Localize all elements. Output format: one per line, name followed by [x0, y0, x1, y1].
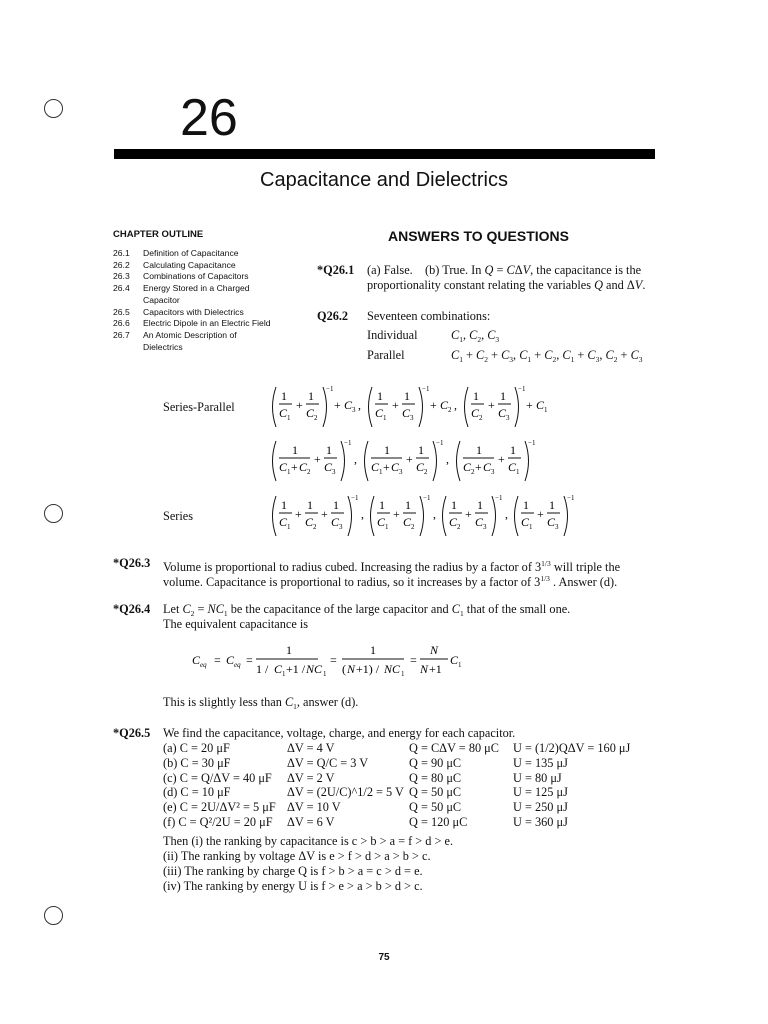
- q1-line2: proportionality constant relating the variables Q and ΔV.: [367, 278, 646, 292]
- svg-text:NC: NC: [384, 662, 401, 676]
- svg-text:1: 1: [384, 443, 390, 457]
- svg-text:,: ,: [454, 398, 457, 412]
- svg-text:+: +: [430, 398, 437, 412]
- svg-text:N: N: [430, 643, 439, 657]
- outline-item: 26.1 Definition of Capacitance: [113, 248, 239, 258]
- svg-text:1: 1: [286, 643, 292, 657]
- svg-text:C: C: [306, 406, 315, 420]
- svg-text:N: N: [347, 662, 356, 676]
- svg-text:eq: eq: [200, 661, 207, 669]
- svg-text:+: +: [295, 507, 302, 521]
- svg-text:C: C: [331, 515, 340, 529]
- svg-text:−1: −1: [436, 439, 444, 447]
- svg-text:1: 1: [549, 498, 555, 512]
- table-row: (d) C = 10 μF ΔV = (2U/C)^1/2 = 5 V Q = 50 μC U = 125 μJ: [163, 785, 568, 800]
- svg-text:2: 2: [313, 523, 317, 531]
- svg-text:,: ,: [505, 507, 508, 521]
- svg-text:=: =: [330, 653, 337, 667]
- svg-text:+: +: [465, 507, 472, 521]
- svg-text:+: +: [475, 460, 482, 474]
- svg-text:2: 2: [411, 523, 415, 531]
- svg-text:1: 1: [523, 498, 529, 512]
- svg-text:+: +: [393, 507, 400, 521]
- outline-item: 26.3 Combinations of Capacitors: [113, 271, 249, 282]
- svg-text:−1: −1: [518, 385, 526, 393]
- q5-table: [163, 741, 630, 830]
- svg-text:−1: −1: [528, 439, 536, 447]
- q3-label: *Q26.3: [113, 556, 151, 570]
- q2-individual-list: $C_1$, $C_2$, $C_3$: [451, 328, 500, 344]
- table-row: (e) C = 2U/ΔV² = 5 μF ΔV = 10 V Q = 50 μC U = 250 μJ: [163, 800, 568, 815]
- svg-text:3: 3: [506, 414, 510, 422]
- q5-label: *Q26.5: [113, 726, 151, 740]
- q3-line1: Volume is proportional to radius cubed. Increasing the radius by a factor of $3^{1/3}$ will triple the: [163, 559, 621, 574]
- q2-parallel-label: Parallel: [367, 348, 405, 362]
- svg-text:C: C: [279, 460, 288, 474]
- svg-text:C: C: [471, 406, 480, 420]
- q5-rank-voltage: (ii) The ranking by voltage ΔV is e > f > d > a > b > c.: [163, 849, 431, 863]
- svg-text:,: ,: [433, 507, 436, 521]
- q5-rank-capacitance: Then (i) the ranking by capacitance is c > b > a = f > d > e.: [163, 834, 454, 848]
- answers-heading: ANSWERS TO QUESTIONS: [388, 228, 569, 244]
- q4-line3: This is slightly less than $C_1$, answer (d).: [163, 695, 359, 711]
- svg-text:3: 3: [410, 414, 414, 422]
- binder-hole-top: [44, 99, 63, 118]
- svg-text:C: C: [324, 460, 333, 474]
- svg-text:+: +: [296, 398, 303, 412]
- svg-text:1: 1: [385, 523, 389, 531]
- svg-text:C: C: [403, 515, 412, 529]
- svg-text:,: ,: [446, 452, 449, 466]
- svg-text:1: 1: [379, 468, 383, 476]
- svg-text:−1: −1: [567, 494, 575, 502]
- svg-text:3: 3: [339, 523, 343, 531]
- svg-text:+: +: [498, 452, 505, 466]
- svg-text:C: C: [377, 515, 386, 529]
- svg-text:1: 1: [377, 389, 383, 403]
- svg-text:C: C: [483, 460, 492, 474]
- svg-text:1: 1: [287, 414, 291, 422]
- svg-text:=: =: [410, 653, 417, 667]
- svg-text:1: 1: [477, 498, 483, 512]
- svg-text:1: 1: [323, 670, 327, 678]
- svg-text:2: 2: [448, 406, 452, 414]
- svg-text:,: ,: [358, 398, 361, 412]
- svg-text:=: =: [214, 653, 221, 667]
- svg-text:C: C: [279, 515, 288, 529]
- q1-label: *Q26.1: [317, 263, 355, 277]
- svg-text:C: C: [508, 460, 517, 474]
- svg-text:3: 3: [399, 468, 403, 476]
- svg-text:1: 1: [287, 468, 291, 476]
- svg-text:C: C: [299, 460, 308, 474]
- svg-text:1 /: 1 /: [256, 662, 269, 676]
- svg-text:1: 1: [282, 670, 286, 678]
- svg-text:+: +: [537, 507, 544, 521]
- svg-text:2: 2: [479, 414, 483, 422]
- svg-text:1: 1: [379, 498, 385, 512]
- svg-text:1: 1: [307, 498, 313, 512]
- svg-text:3: 3: [491, 468, 495, 476]
- svg-text:C: C: [344, 398, 353, 412]
- chapter-number: 26: [180, 89, 238, 147]
- svg-text:C: C: [450, 653, 459, 667]
- page-number: 75: [378, 952, 390, 963]
- svg-text:3: 3: [332, 468, 336, 476]
- svg-text:1: 1: [476, 443, 482, 457]
- svg-text:,: ,: [361, 507, 364, 521]
- table-row: (b) C = 30 μF ΔV = Q/C = 3 V Q = 90 μC U = 135 μJ: [163, 755, 568, 770]
- svg-text:+: +: [383, 460, 390, 474]
- q1-line1: (a) False. (b) True. In Q = CΔV, the capacitance is the: [367, 263, 642, 277]
- q2-intro: Seventeen combinations:: [367, 309, 491, 323]
- series-parallel-formula-row2: [268, 437, 568, 490]
- svg-text:1: 1: [281, 498, 287, 512]
- svg-text:1: 1: [500, 389, 506, 403]
- svg-text:−1: −1: [495, 494, 503, 502]
- q2-series-label: Series: [163, 509, 194, 523]
- svg-text:2: 2: [314, 414, 318, 422]
- svg-text:3: 3: [483, 523, 487, 531]
- table-row: (a) C = 20 μF ΔV = 4 V Q = CΔV = 80 μC U = (1/2)QΔV = 160 μJ: [163, 741, 631, 755]
- svg-text:C: C: [391, 460, 400, 474]
- svg-text:N: N: [420, 662, 429, 676]
- svg-text:−1: −1: [423, 494, 431, 502]
- svg-text:+1: +1: [429, 662, 442, 676]
- svg-text:C: C: [475, 515, 484, 529]
- svg-text:−1: −1: [422, 385, 430, 393]
- svg-text:1: 1: [451, 498, 457, 512]
- q5-intro: We find the capacitance, voltage, charge, and energy for each capacitor.: [163, 726, 516, 740]
- svg-text:1: 1: [308, 389, 314, 403]
- svg-text:1: 1: [458, 661, 462, 669]
- svg-text:1: 1: [292, 443, 298, 457]
- svg-text:C: C: [521, 515, 530, 529]
- svg-text:C: C: [449, 515, 458, 529]
- svg-text:+: +: [291, 460, 298, 474]
- svg-text:C: C: [547, 515, 556, 529]
- series-parallel-formula-row1: [268, 383, 568, 436]
- svg-text:C: C: [226, 653, 235, 667]
- binder-hole-bottom: [44, 906, 63, 925]
- svg-text:(: (: [342, 662, 346, 676]
- svg-text:1: 1: [510, 443, 516, 457]
- svg-text:2: 2: [457, 523, 461, 531]
- svg-text:+: +: [334, 398, 341, 412]
- svg-text:+: +: [314, 452, 321, 466]
- outline-item: 26.7 An Atomic Description of Dielectrics: [113, 329, 237, 352]
- svg-text:+1 /: +1 /: [286, 662, 306, 676]
- svg-text:2: 2: [471, 468, 475, 476]
- outline-item: 26.2 Calculating Capacitance: [113, 259, 236, 270]
- svg-text:3: 3: [555, 523, 559, 531]
- svg-text:,: ,: [354, 452, 357, 466]
- svg-text:1: 1: [404, 389, 410, 403]
- svg-text:C: C: [279, 406, 288, 420]
- svg-text:C: C: [375, 406, 384, 420]
- svg-text:C: C: [274, 662, 283, 676]
- svg-text:C: C: [192, 653, 201, 667]
- outline-heading: CHAPTER OUTLINE: [113, 229, 204, 240]
- q2-series-parallel-label: Series-Parallel: [163, 400, 235, 414]
- svg-text:C: C: [536, 398, 545, 412]
- svg-text:+1) /: +1) /: [356, 662, 380, 676]
- q4-label: *Q26.4: [113, 602, 151, 616]
- svg-text:−1: −1: [351, 494, 359, 502]
- svg-text:2: 2: [307, 468, 311, 476]
- svg-text:C: C: [440, 398, 449, 412]
- svg-text:3: 3: [352, 406, 356, 414]
- svg-text:eq: eq: [234, 661, 241, 669]
- chapter-rule: [114, 149, 655, 159]
- svg-text:1: 1: [383, 414, 387, 422]
- svg-text:C: C: [371, 460, 380, 474]
- svg-text:1: 1: [401, 670, 405, 678]
- svg-text:1: 1: [516, 468, 520, 476]
- svg-text:−1: −1: [344, 439, 352, 447]
- svg-text:C: C: [305, 515, 314, 529]
- svg-text:1: 1: [326, 443, 332, 457]
- svg-text:1: 1: [287, 523, 291, 531]
- binder-hole-middle: [44, 504, 63, 523]
- outline-item: 26.5 Capacitors with Dielectrics: [113, 306, 244, 317]
- q2-parallel-list: $C_1 + C_2 + C_3$, $C_1 + C_2$, $C_1 + C_3$, $C_2 + C_3$: [451, 348, 643, 364]
- svg-text:1: 1: [405, 498, 411, 512]
- svg-text:=: =: [246, 653, 253, 667]
- q2-individual-label: Individual: [367, 328, 418, 342]
- outline-item: 26.6 Electric Dipole in an Electric Field: [113, 318, 271, 329]
- svg-text:1: 1: [370, 643, 376, 657]
- outline-item: 26.4 Energy Stored in a Charged Capacitor: [113, 283, 250, 305]
- chapter-title: Capacitance and Dielectrics: [260, 169, 508, 191]
- svg-text:NC: NC: [306, 662, 323, 676]
- svg-text:+: +: [488, 398, 495, 412]
- svg-text:−1: −1: [326, 385, 334, 393]
- svg-text:1: 1: [473, 389, 479, 403]
- q4-equivalent-capacitance-equation: [190, 640, 480, 687]
- svg-text:1: 1: [333, 498, 339, 512]
- q2-label: Q26.2: [317, 309, 349, 323]
- svg-text:+: +: [321, 507, 328, 521]
- table-row: (c) C = Q/ΔV = 40 μF ΔV = 2 V Q = 80 μC U = 80 μJ: [163, 770, 562, 785]
- svg-text:1: 1: [418, 443, 424, 457]
- q4-line2: The equivalent capacitance is: [163, 617, 309, 631]
- svg-text:C: C: [402, 406, 411, 420]
- q5-rank-charge: (iii) The ranking by charge Q is f > b > a = c > d = e.: [163, 864, 423, 878]
- q5-rank-energy: (iv) The ranking by energy U is f > e > a > b > d > c.: [163, 879, 423, 893]
- svg-text:+: +: [392, 398, 399, 412]
- table-row: (f) C = Q²/2U = 20 μF ΔV = 6 V Q = 120 μC U = 360 μJ: [163, 814, 568, 829]
- svg-text:+: +: [526, 398, 533, 412]
- svg-text:C: C: [463, 460, 472, 474]
- svg-text:1: 1: [544, 406, 548, 414]
- svg-text:2: 2: [424, 468, 428, 476]
- svg-text:1: 1: [529, 523, 533, 531]
- q3-line2: volume. Capacitance is proportional to radius, so it increases by a factor of $3^{1/3}$ . Answer (d).: [163, 574, 618, 589]
- svg-text:C: C: [416, 460, 425, 474]
- svg-text:C: C: [498, 406, 507, 420]
- chapter-outline: [113, 248, 293, 353]
- q4-line1: Let $C_2 = NC_1$ be the capacitance of the large capacitor and $C_1$ that of the small one.: [163, 602, 571, 618]
- series-formula: [268, 492, 588, 545]
- svg-text:1: 1: [281, 389, 287, 403]
- svg-text:+: +: [406, 452, 413, 466]
